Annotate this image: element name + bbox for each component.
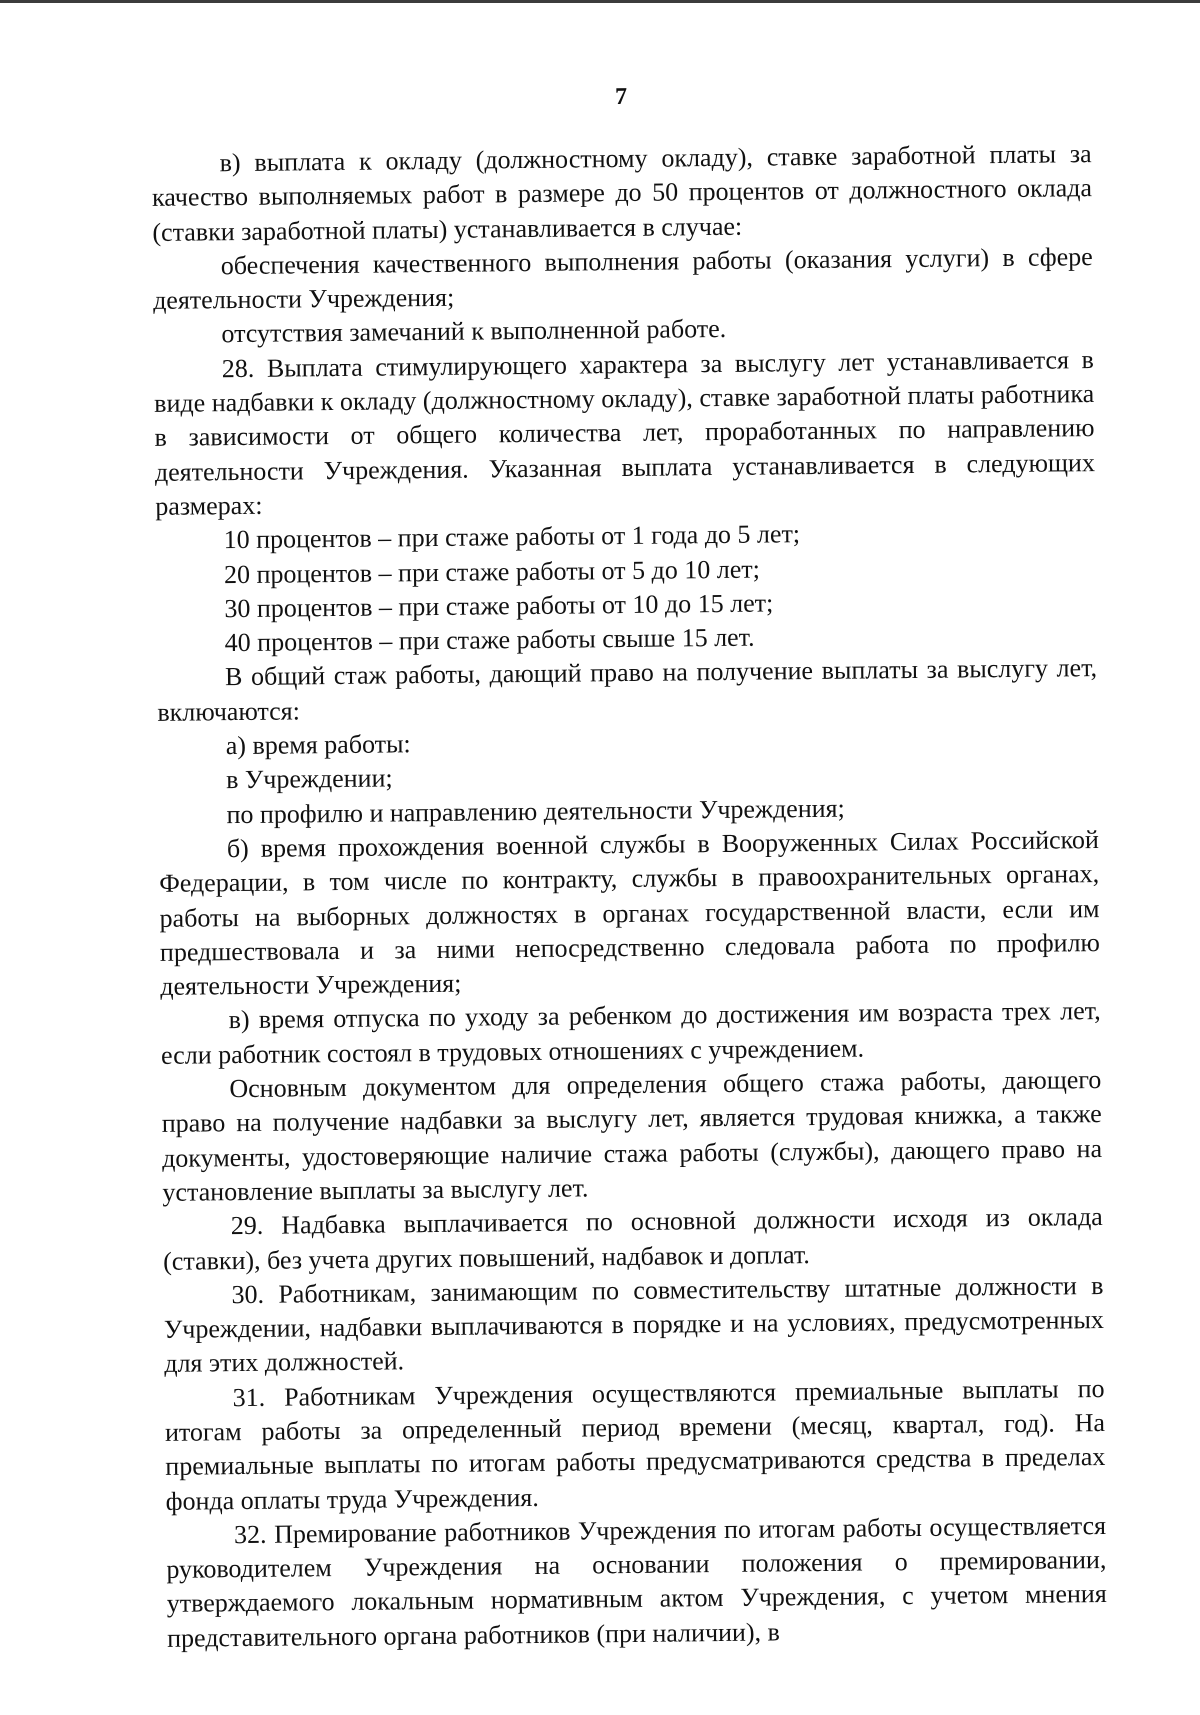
list-item: отсутствия замечаний к выполненной работе. <box>221 314 727 349</box>
list-item: 20 процентов – при стаже работы от 5 до 10 лет; <box>223 554 761 589</box>
paragraph: 30. Работникам, занимающим по совместительству штатные должности в Учреждении, надбавки выплачиваются в порядке и на условиях, предусмотренных для этих должностей. <box>163 1270 1104 1379</box>
list-item: а) время работы: <box>225 729 411 761</box>
list-item: 30 процентов – при стаже работы от 10 до 15 лет; <box>224 588 774 624</box>
paragraph: Основным документом для определения общего стажа работы, дающего право на получение надбавки за выслугу лет, является трудовая книжка, а также документы, удостоверяющие наличие стажа работы (службы), дающего право на установление выплаты за выслугу лет. <box>161 1065 1103 1207</box>
list-item: по профилю и направлению деятельности Учреждения; <box>226 793 845 829</box>
page-number: 7 <box>614 83 628 111</box>
paragraph: 31. Работникам Учреждения осуществляются премиальные выплаты по итогам работы за определенный период времени (месяц, квартал, год). На премиальные выплаты по итогам работы предусматриваются средства в пределах фонда оплаты труда Учреждения. <box>164 1373 1106 1516</box>
paragraph: 29. Надбавка выплачивается по основной должности исходя из оклада (ставки), без учета других повышений, надбавок и доплат. <box>163 1202 1103 1276</box>
list-item: 40 процентов – при стаже работы свыше 15 лет. <box>224 622 755 658</box>
paragraph: в) время отпуска по уходу за ребенком до достижения им возраста трех лет, если работник состоял в трудовых отношениях с учреждением. <box>160 996 1101 1070</box>
paragraph: обеспечения качественного выполнения работы (оказания услуги) в сфере деятельности Учреждения; <box>152 241 1093 316</box>
scan-top-edge <box>0 0 1200 3</box>
list-item: 10 процентов – при стаже работы от 1 года до 5 лет; <box>223 519 801 555</box>
paragraph: б) время прохождения военной службы в Вооруженных Силах Российской Федерации, в том числе по контракту, службы в правоохранительных органах, работы на выборных должностях в органах государственной власти, если им предшествовала и за ними непосредственно следовала работа по профилю деятельности Учреждения; <box>159 824 1101 1001</box>
paragraph: в) выплата к окладу (должностному окладу), ставке заработной платы за качество выполняемых работ в размере до 50 процентов от должностного оклада (ставки заработной платы) устанавливается в случае: <box>151 139 1093 247</box>
list-item: в Учреждении; <box>225 763 393 795</box>
paragraph: 32. Премирование работников Учреждения по итогам работы осуществляется руководителем Учреждения на основании положения о премировании, утверждаемого локальным нормативным актом Учреждения, с учетом мнения представительного органа работников (при наличии), в <box>166 1510 1107 1653</box>
paragraph: 28. Выплата стимулирующего характера за выслугу лет устанавливается в виде надбавки к окладу (должностному окладу), ставке заработной платы работника в зависимости от общего количества лет, проработанных по направлению деятельности Учреждения. Указанная выплата устанавливается в следующих размерах: <box>154 344 1096 521</box>
paragraph: В общий стаж работы, дающий право на получение выплаты за выслугу лет, включаются: <box>157 653 1098 727</box>
document-text <box>152 137 1108 1656</box>
